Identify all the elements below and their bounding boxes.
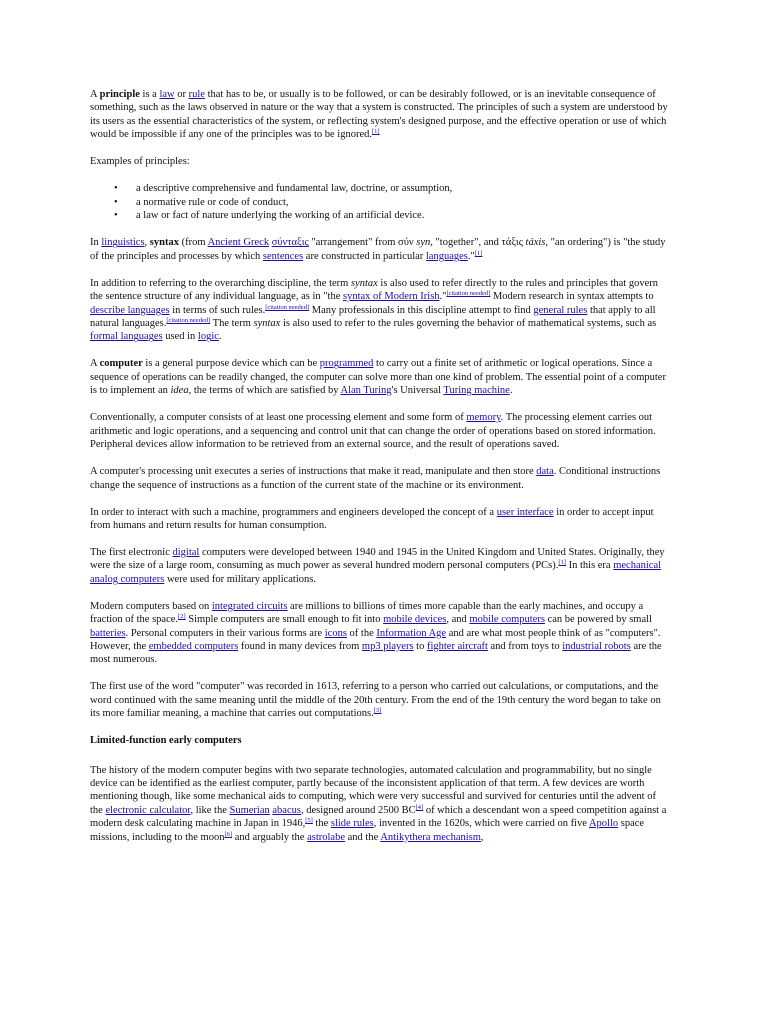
paragraph-examples-intro: Examples of principles:: [90, 156, 190, 168]
paragraph-computer: [90, 357, 670, 397]
text: that has to be, or usually is to be followed, or can be desirably followed, or is an inevitable consequence of something, such as the laws observed in nature or the way that a system is constructed. The principles of such a system are understood by its users as the essential characteristics of the system, or reflecting system's designed purpose, and the effective operation or use of which would be impossible if any one of the principles was to be ignored.: [90, 89, 668, 141]
paragraph-first-computers: [90, 546, 670, 586]
link-linguistics[interactable]: linguistics: [101, 237, 145, 249]
text: A: [90, 358, 100, 370]
link-industrial-robots[interactable]: industrial robots: [562, 640, 631, 652]
paragraph-modern-computers: [90, 600, 670, 667]
text: , "together", and τάξις: [430, 237, 526, 249]
text: and arguably the: [232, 831, 308, 843]
text: .: [509, 385, 513, 397]
text: Modern computers based on: [90, 600, 212, 612]
text: In this era: [565, 560, 614, 572]
term-principle: principle: [99, 89, 140, 100]
link-rule[interactable]: rule: [188, 89, 205, 100]
text: is also used to refer to the rules governing the behavior of mathematical systems, such as: [280, 318, 657, 330]
text: are millions to billions of times more capable than the early machines, and occupy a fraction of the space.: [90, 600, 644, 626]
text: In addition to referring to the overarching discipline, the term: [90, 277, 351, 289]
list-item: [90, 209, 670, 222]
link-logic[interactable]: logic: [197, 331, 219, 343]
link-programmed[interactable]: programmed: [319, 358, 374, 370]
bullet-icon: •: [114, 196, 118, 208]
text: 's Universal: [391, 385, 444, 397]
citation-link[interactable]: [2]: [178, 613, 186, 621]
link-user-interface[interactable]: user interface: [496, 506, 554, 518]
citation-link[interactable]: [6]: [224, 830, 233, 838]
text: In order to interact with such a machine, programmers and engineers developed the concept of a: [90, 506, 497, 518]
text: A: [90, 89, 100, 100]
text: "arrangement" from σύν: [308, 237, 417, 249]
text: In: [90, 237, 102, 249]
link-formal-languages[interactable]: formal languages: [90, 331, 163, 343]
citation-link[interactable]: [1]: [371, 128, 380, 136]
citation-needed-link[interactable]: [citation needed]: [446, 290, 491, 298]
link-electronic-calculator[interactable]: electronic calculator: [105, 804, 191, 816]
text: , "an ordering") is "the study of the principles and processes by which: [90, 237, 666, 262]
link-describe-languages[interactable]: describe languages: [90, 304, 170, 316]
text: computers were developed between 1940 and 1945 in the United Kingdom and United States. Originally, they were the size of a large room, consuming as much power as several hundred modern personal computers (PCs).: [90, 546, 665, 572]
text: are constructed in particular: [303, 250, 426, 262]
link-mobile-devices[interactable]: mobile devices: [383, 614, 447, 626]
list-item-text: a law or fact of nature underlying the working of an artificial device.: [136, 210, 425, 222]
text: to carry out a finite set of arithmetic or logical operations. Since a sequence of operations can be readily changed, the computer can solve more than one kind of problem. The essential point of a computer is to implement an: [90, 358, 666, 397]
italic-text: syn: [416, 237, 431, 249]
section-heading: Limited-function early computers: [90, 735, 242, 747]
citation-link[interactable]: [1]: [558, 559, 566, 567]
text: The first electronic: [90, 546, 173, 558]
text: , designed around 2500 BC: [300, 804, 416, 816]
link-turing-machine[interactable]: Turing machine: [443, 385, 510, 397]
link-mechanical[interactable]: mechanical: [613, 560, 662, 572]
text: , the terms of which are satisfied by: [188, 385, 341, 397]
text: . Personal computers in their various forms are: [125, 627, 325, 639]
text: of the: [346, 627, 377, 639]
text: Conventionally, a computer consists of at least one processing element and some form of: [90, 412, 467, 424]
citation-link[interactable]: [4]: [415, 803, 424, 811]
italic-text: idea: [170, 385, 189, 397]
link-fighter-aircraft[interactable]: fighter aircraft: [426, 640, 488, 652]
link-law[interactable]: law: [159, 89, 175, 100]
link-syntax-of-modern-irish[interactable]: syntax of Modern Irish: [343, 291, 440, 303]
link-apollo[interactable]: Apollo: [588, 818, 619, 830]
link-mobile-computers[interactable]: mobile computers: [469, 614, 545, 626]
paragraph-principle: [90, 88, 670, 142]
text: The history of the modern computer begins with two separate technologies, automated calculation and programmability, but no single device can be identified as the earliest computer, partly because of the inconsistent application of that term. A few devices are worth mentioning though, like some mechanical aids to computing, which were very successful and survived for centuries until the advent of the: [90, 764, 656, 816]
link-astrolabe[interactable]: astrolabe: [307, 831, 346, 843]
link-information-age[interactable]: Information Age: [376, 627, 447, 639]
bullet-icon: •: [114, 183, 118, 195]
text: is also used to refer directly to the rules and principles that govern the sentence structure of any individual language, as in "the: [90, 277, 659, 303]
text: to: [413, 640, 427, 652]
text: of which a descendant won a speed competition against a modern desk calculating machine in Japan in 1946,: [90, 804, 667, 830]
link-alan-turing[interactable]: Alan Turing: [340, 385, 392, 397]
italic-text: syntax: [350, 277, 378, 289]
paragraph-syntax-usage: [90, 277, 670, 344]
text: (from: [178, 237, 208, 249]
text: Modern research in syntax attempts to: [490, 291, 654, 303]
principle-examples-list: [90, 182, 670, 222]
text: ,: [144, 237, 150, 249]
text: .": [467, 250, 475, 262]
text: and from toys to: [487, 640, 563, 652]
link-abacus[interactable]: abacus: [272, 804, 301, 816]
text: and the: [345, 831, 381, 843]
text: in order to accept input from humans and return results for human consumption.: [90, 506, 654, 531]
text: A computer's processing unit executes a series of instructions that make it read, manipulate and then store: [90, 466, 537, 478]
term-syntax: syntax: [149, 237, 179, 249]
link-memory[interactable]: memory: [466, 412, 501, 424]
citation-link[interactable]: [3]: [373, 707, 382, 715]
list-item-text: a descriptive comprehensive and fundamental law, doctrine, or assumption,: [136, 183, 453, 195]
link-embedded-computers[interactable]: embedded computers: [148, 640, 239, 652]
text: . The processing element carries out arithmetic and logic operations, and a sequencing and control unit that can change the order of operations based on stored information. Peripheral devices allow information to be retrieved from an external source, and the result of operations saved.: [90, 412, 656, 451]
link-digital[interactable]: digital: [172, 546, 200, 558]
text: found in many devices from: [238, 640, 362, 652]
bullet-icon: •: [114, 210, 118, 222]
link-antikythera-mechanism[interactable]: Antikythera mechanism: [380, 831, 481, 843]
paragraph-user-interface: [90, 506, 670, 533]
link-batteries[interactable]: batteries: [90, 627, 126, 639]
italic-text: táxis: [525, 237, 546, 249]
link-languages[interactable]: languages: [425, 250, 468, 262]
text: is a general purpose device which can be: [142, 358, 320, 370]
text: is a: [139, 89, 160, 100]
paragraph-components: [90, 411, 670, 451]
italic-text: syntax: [253, 318, 281, 330]
text: Simple computers are small enough to fit into: [185, 614, 384, 626]
link-icons[interactable]: icons: [324, 627, 347, 639]
citation-needed-link[interactable]: [citation needed]: [265, 303, 310, 311]
text: are the most numerous.: [90, 640, 662, 666]
link-integrated-circuits[interactable]: integrated circuits: [211, 600, 288, 612]
text: the: [312, 818, 331, 830]
text: and are what most people think of as "computers". However, the: [90, 627, 661, 652]
text: can be powered by small: [544, 614, 652, 626]
text: ,: [480, 831, 484, 843]
link-data[interactable]: data: [536, 466, 554, 478]
link-ancient-greek[interactable]: Ancient Greck: [207, 237, 270, 249]
text: , like the: [190, 804, 230, 816]
text: were used for military applications.: [164, 573, 316, 585]
text: in terms of such rules.: [169, 304, 266, 316]
citation-link[interactable]: [1]: [474, 249, 483, 257]
term-computer: computer: [99, 358, 143, 370]
list-item: [90, 182, 670, 195]
text: . Conditional instructions change the sequence of instructions as a function of the current state of the machine or its environment.: [90, 466, 661, 491]
citation-link[interactable]: [5]: [305, 817, 313, 825]
paragraph-syntax: [90, 236, 670, 263]
paragraph-processing-unit: [90, 465, 670, 492]
text: or: [174, 89, 189, 100]
link-sentences[interactable]: sentences: [262, 250, 304, 262]
link-general-rules[interactable]: general rules: [533, 304, 588, 316]
text: .": [439, 291, 447, 303]
link-sumerian[interactable]: Sumerian: [229, 804, 270, 816]
paragraph-word-origin: [90, 680, 670, 720]
link-mp3-players[interactable]: mp3 players: [361, 640, 414, 652]
text: used in: [162, 331, 198, 343]
article-body: [90, 88, 670, 858]
text: that apply to all natural languages.: [90, 304, 656, 330]
link-greek-word[interactable]: σύνταξις: [271, 237, 309, 249]
text: Many professionals in this discipline attempt to find: [309, 304, 534, 316]
text: The term: [210, 318, 254, 330]
link-slide-rules[interactable]: slide rules: [330, 818, 374, 830]
list-item-text: a normative rule or code of conduct,: [136, 196, 289, 208]
paragraph-history: [90, 764, 670, 844]
text: , invented in the 1620s, which were carried on five: [373, 818, 589, 830]
list-item: [90, 196, 670, 209]
text: , and: [446, 614, 470, 626]
text: The first use of the word "computer" was recorded in 1613, referring to a person who carried out calculations, or computations, and the word continued with the same meaning until the middle of the 20th century. From the end of the 19th century the word began to take on its more familiar meaning, a machine that carries out computations.: [90, 681, 661, 720]
link-analog-computers[interactable]: analog computers: [90, 573, 165, 585]
text: .: [218, 331, 222, 343]
text: space missions, including to the moon: [90, 818, 645, 843]
citation-needed-link[interactable]: [citation needed]: [166, 317, 211, 325]
